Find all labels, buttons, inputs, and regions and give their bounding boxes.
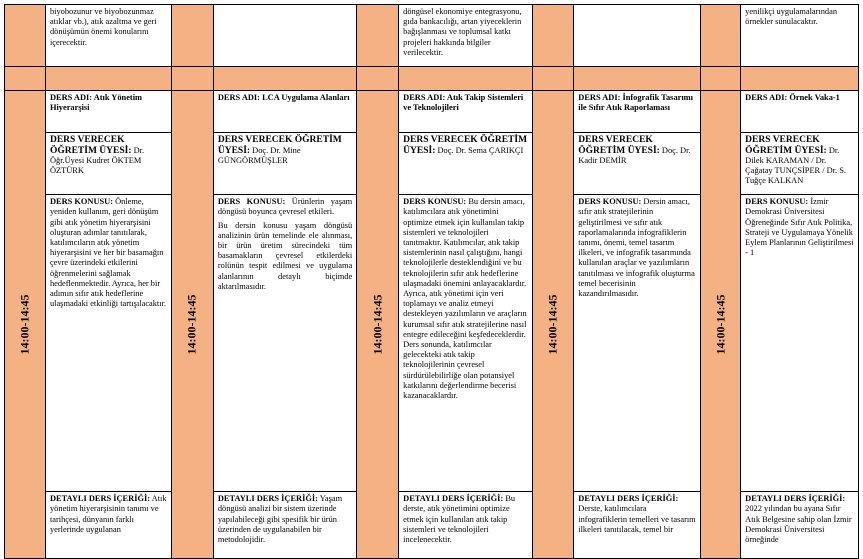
top-text-1: biyobozunur ve biyobozunmaz atıklar vb.), atık azaltma ve geri dönüşümün önemi konularını içerecektir.: [49, 7, 157, 47]
course-detail: DETAYLI DERS İÇERİĞİ: 2022 yılından bu ayana Sıfır Atık Belgesine sahip olan İzmir Demokrasi Üniversitesi örneğinde: [741, 491, 858, 547]
course-detail: DETAYLI DERS İÇERİĞİ: Atık yönetim hiyerarşisinin tanımı ve tarihçesi, dünyanın farklı yerlerinde uygulanan: [46, 491, 171, 537]
time-label: 14:00-14:45: [713, 294, 728, 355]
time-label: 14:00-14:45: [184, 294, 199, 355]
course-title: DERS ADI: Atık Yönetim Hiyerarşisi: [49, 93, 143, 113]
time-cell: [701, 5, 741, 67]
course-row: [5, 91, 859, 559]
time-cell: [171, 5, 213, 67]
time-cell: [357, 5, 399, 67]
course-teacher: DERS VERECEK ÖĞRETİM ÜYESİ: Doç. Dr. Mine GÜNGÖRMÜŞLER: [214, 132, 356, 194]
course-title: DERS ADI: Atık Takip Sistemleri ve Teknolojileri: [403, 93, 524, 113]
top-text-3: döngüsel ekonomiye entegrasyonu, gıda bankacılığı, artan yiyeceklerin bağışlanması ve toplumsal katkı projeleri hakkında bilgiler verilecektir.: [403, 7, 522, 57]
course-detail: DETAYLI DERS İÇERİĞİ: Bu derste, atık yönetimini optimize etmek için kullanılan atık takip sistemleri ve teknolojileri incelenecektir.: [399, 491, 532, 547]
course-detail: DETAYLI DERS İÇERİĞİ: Yaşam döngüsü analizi bir sistem üzerinde yapılabileceği gibi spesifik bir ürün üzerinden de uygulanabilen bir metodolojidir.: [214, 491, 356, 547]
top-text-2: [214, 5, 356, 9]
course-teacher: DERS VERECEK ÖĞRETİM ÜYESİ: Doç. Dr. Sema ÇARIKÇI: [399, 132, 532, 194]
time-cell: [533, 5, 574, 67]
time-cell: [5, 91, 46, 559]
course-topic: DERS KONUSU: İzmir Demokrasi Üniversitesi Öğreneğinde Sıfır Atık Politika, Strateji ve Uygulamaya Yönelik Eylem Planlarının Geliştirilmesi - 1: [741, 194, 858, 491]
course-cell-5: [741, 91, 859, 559]
course-title: DERS ADI: LCA Uygulama Alanları: [217, 93, 350, 103]
course-cell-1: [45, 91, 171, 559]
course-cell-2: [213, 91, 356, 559]
course-teacher: DERS VERECEK ÖĞRETİM ÜYESİ: Dr. Öğr.Üyesi Kudret ÖKTEM ÖZTÜRK: [46, 132, 171, 194]
course-title: DERS ADI: İnfografik Tasarımı ile Sıfır Atık Raporlaması: [578, 93, 693, 113]
spacer-row: [5, 67, 859, 91]
time-cell: [533, 91, 574, 559]
course-cell-4: [574, 91, 701, 559]
time-label: 14:00-14:45: [17, 294, 32, 355]
time-cell: [5, 5, 46, 67]
time-cell: [171, 91, 213, 559]
time-cell: [701, 91, 741, 559]
course-topic: DERS KONUSU: Dersin amacı, sıfır atık stratejilerinin geliştirilmesi ve sıfır atık raporlamalarında infografiklerin tanımı, önemi, temel tasarım ilkeleri, ve infografik tasarımında kullanılan araçlar ve yazılımların tanıtılması ve infografik oluşturma temel becerisinin kazandırılmasıdır.: [574, 194, 700, 491]
course-detail: DETAYLI DERS İÇERİĞİ: Derste, katılımcılara infografiklerin temelleri ve tasarım ilkeleri tanıtılacak, temel bir: [574, 491, 700, 537]
course-teacher: DERS VERECEK ÖĞRETİM ÜYESİ: Dr. Dilek KARAMAN / Dr. Çağatay TUNÇSİPER / Dr. S. Tuğçe KALKAN: [741, 132, 858, 194]
course-topic: DERS KONUSU: Önleme, yeniden kullanım, geri dönüşüm gibi atık yönetim hiyerarşisini oluşturan adımlar tanıtılarak, katılımcıların atık yönetim hiyerarşisini ve her bir basamağın çevre üzerindeki etkilerini öğrenmelerini sağlamak hedeflenmektedir. Ayrıca, her bir adımın sıfır atık hedeflerine ulaşmadaki etkinliği tartışılacaktır.: [46, 194, 171, 491]
course-title: DERS ADI: Örnek Vaka-1: [745, 93, 840, 103]
course-topic: DERS KONUSU: Bu dersin amacı, katılımcılara atık yönetimini optimize etmek için kullanılan takip sistemleri ve teknolojileri tanıtmaktır. Katılımcılar, atık takip sistemlerinin nasıl çalıştığını, hangi teknolojilerle desteklendiğini ve bu teknolojilerin sıfır atık hedeflerine ulaşmadaki önemini anlayacaklardır. Ayrıca, atık yönetimi için veri toplamayı ve analiz etmeyi destekleyen yazılımların ve araçların kurumsal sıfır atık stratejilerine nasıl entegre edileceğini keşfedeceklerdir. Ders sonunda, katılımcılar gelecekteki atık takip teknolojilerinin çevresel sürdürülebilirliğe olan potansiyel katkılarını değerlendirme becerisi kazanacaklardır.: [399, 194, 532, 491]
time-cell: [357, 91, 399, 559]
top-text-4: [574, 5, 700, 9]
top-row: [5, 5, 859, 67]
course-teacher: DERS VERECEK ÖĞRETİM ÜYESİ: Doç. Dr. Kadir DEMİR: [574, 132, 700, 194]
schedule-table: [4, 4, 859, 559]
top-text-5: yenilikçi uygulamalarından örnekler sunulacaktır.: [745, 7, 838, 27]
time-label: 14:00-14:45: [370, 294, 385, 355]
time-label: 14:00-14:45: [545, 294, 560, 355]
course-topic: DERS KONUSU: Ürünlerin yaşam döngüsü boyunca çevresel etkileri. Bu dersin konusu yaşam döngüsü analizinin ürün temelinde ele alınması, bir ürün üretim sürecindeki tüm basamakların çevresel etkilerdeki rolünün tespit edilmesi ve uygulama alanlarının detaylı biçimde aktarılmasıdır.: [214, 194, 356, 491]
course-cell-3: [399, 91, 533, 559]
